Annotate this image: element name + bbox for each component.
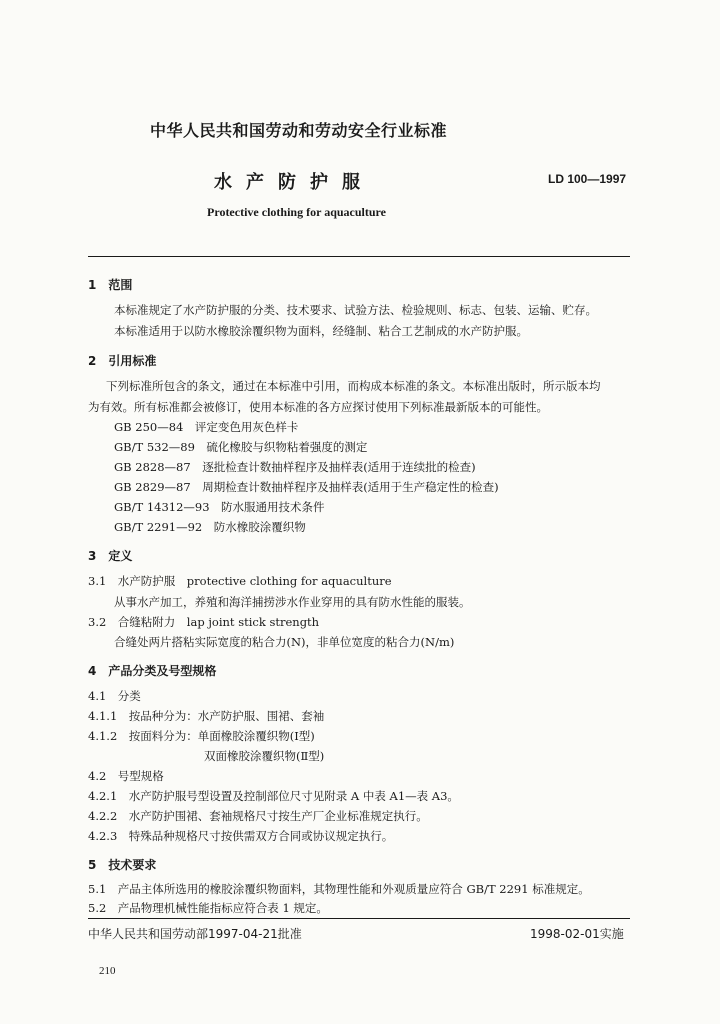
section-2-paragraph: 为有效。所有标准都会被修订，使用本标准的各方应探讨使用下列标准最新版本的可能性。 <box>88 400 548 414</box>
reference-item: GB/T 2291—92 防水橡胶涂覆织物 <box>114 520 306 534</box>
reference-item: GB 2828—87 逐批检查计数抽样程序及抽样表(适用于连续批的检查) <box>114 460 476 474</box>
header-divider <box>88 256 630 257</box>
clause: 4.2.2 水产防护围裙、套袖规格尺寸按生产厂企业标准规定执行。 <box>88 809 428 823</box>
clause-continuation: 双面橡胶涂覆织物(Ⅱ型) <box>204 749 325 763</box>
clause: 4.1.2 按面料分为：单面橡胶涂覆织物(Ⅰ型) <box>88 729 315 743</box>
clause: 4.2.3 特殊品种规格尺寸按供需双方合同或协议规定执行。 <box>88 829 394 843</box>
page-number: 210 <box>99 965 116 977</box>
footer-divider <box>88 918 630 919</box>
reference-item: GB/T 14312—93 防水服通用技术条件 <box>114 500 325 514</box>
section-1-paragraph: 本标准适用于以防水橡胶涂覆织物为面料，经缝制、粘合工艺制成的水产防护服。 <box>114 324 528 338</box>
section-1-paragraph: 本标准规定了水产防护服的分类、技术要求、试验方法、检验规则、标志、包装、运输、贮存。 <box>114 303 597 317</box>
document-title: 水产防护服 <box>214 172 374 193</box>
clause: 5.1 产品主体所选用的橡胶涂覆织物面料，其物理性能和外观质量应符合 GB/T 2291 标准规定。 <box>88 882 590 896</box>
approval-info: 中华人民共和国劳动部1997-04-21批准 <box>88 927 302 941</box>
implementation-date: 1998-02-01实施 <box>530 927 624 941</box>
clause: 4.2 号型规格 <box>88 769 164 783</box>
reference-item: GB/T 532—89 硫化橡胶与织物粘着强度的测定 <box>114 440 368 454</box>
definition-text: 合缝处两片搭粘实际宽度的粘合力(N)，非单位宽度的粘合力(N/m) <box>114 635 455 649</box>
section-4-heading: 4 产品分类及号型规格 <box>88 664 217 678</box>
definition-term: 3.1 水产防护服 protective clothing for aquaculture <box>88 574 392 588</box>
document-title-english: Protective clothing for aquaculture <box>207 205 386 219</box>
standard-category-title: 中华人民共和国劳动和劳动安全行业标准 <box>150 121 448 140</box>
clause: 4.1.1 按品种分为：水产防护服、围裙、套袖 <box>88 709 325 723</box>
section-2-paragraph: 下列标准所包含的条文，通过在本标准中引用，而构成本标准的条文。本标准出版时，所示版本均 <box>106 379 601 393</box>
reference-item: GB 250—84 评定变色用灰色样卡 <box>114 420 299 434</box>
definition-term: 3.2 合缝粘附力 lap joint stick strength <box>88 615 320 629</box>
clause: 4.1 分类 <box>88 689 141 703</box>
section-2-heading: 2 引用标准 <box>88 354 157 368</box>
clause: 5.2 产品物理机械性能指标应符合表 1 规定。 <box>88 901 328 915</box>
section-1-heading: 1 范围 <box>88 278 133 292</box>
section-3-heading: 3 定义 <box>88 549 133 563</box>
section-5-heading: 5 技术要求 <box>88 858 157 872</box>
reference-item: GB 2829—87 周期检查计数抽样程序及抽样表(适用于生产稳定性的检查) <box>114 480 499 494</box>
clause: 4.2.1 水产防护服号型设置及控制部位尺寸见附录 A 中表 A1—表 A3。 <box>88 789 459 803</box>
definition-text: 从事水产加工，养殖和海洋捕捞涉水作业穿用的具有防水性能的服装。 <box>114 595 471 609</box>
document-code: LD 100—1997 <box>548 172 627 186</box>
